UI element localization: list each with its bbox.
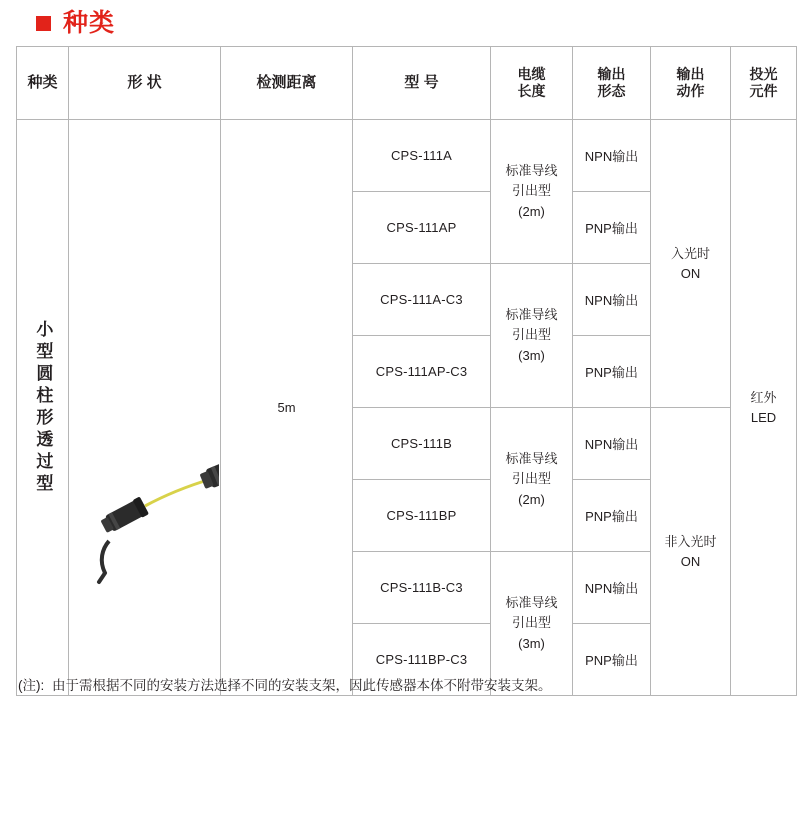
cell-kind	[17, 120, 69, 696]
output-action-line2: ON	[680, 553, 701, 569]
cell-cable-length	[491, 408, 573, 552]
table-body	[17, 120, 797, 696]
cable-length-line2: 引出型	[511, 183, 551, 199]
cable-length-line3: (2m)	[518, 491, 545, 507]
column-header-emitter	[731, 47, 797, 120]
sensor-illustration-icon	[69, 141, 219, 675]
column-header-distance: 检测距离	[221, 47, 353, 120]
column-header-cable-length-line1: 电缆	[517, 65, 546, 82]
cell-output-action	[651, 408, 731, 696]
column-header-output-action-line1: 输出	[676, 65, 705, 82]
cable-length-line3: (3m)	[518, 347, 545, 363]
cell-output-action	[651, 120, 731, 408]
cell-model: CPS-111BP	[353, 480, 491, 552]
cell-model: CPS-111A-C3	[353, 264, 491, 336]
column-header-output-form-line2: 形态	[597, 83, 626, 99]
cell-model: CPS-111B-C3	[353, 552, 491, 624]
output-action-line1: 非入光时	[664, 534, 717, 549]
emitter-line1: 红外	[750, 390, 777, 405]
cell-emitter	[731, 120, 797, 696]
column-header-cable-length	[491, 47, 573, 120]
column-header-cable-length-line2: 长度	[517, 83, 546, 99]
column-header-kind: 种类	[17, 47, 69, 120]
column-header-shape: 形 状	[69, 47, 221, 120]
cable-length-line2: 引出型	[511, 327, 551, 343]
cable-length-line2: 引出型	[511, 615, 551, 631]
column-header-emitter-line1: 投光	[749, 65, 778, 82]
output-action-line2: ON	[680, 265, 701, 281]
kind-label: 小型圆柱形透过型	[33, 319, 53, 496]
emitter-line2: LED	[750, 409, 777, 425]
cable-length-line1: 标准导线	[505, 163, 558, 179]
cell-cable-length	[491, 120, 573, 264]
cell-shape-photo	[69, 120, 221, 696]
column-header-output-form-line1: 输出	[597, 65, 626, 82]
table-header-row	[17, 47, 797, 120]
cell-detection-distance: 5m	[221, 120, 353, 696]
table-header	[17, 47, 797, 120]
cell-cable-length	[491, 264, 573, 408]
cell-model: CPS-111A	[353, 120, 491, 192]
cell-model: CPS-111B	[353, 408, 491, 480]
cell-model: CPS-111BP-C3	[353, 624, 491, 696]
red-square-bullet-icon	[36, 16, 51, 31]
cable-length-line1: 标准导线	[505, 307, 558, 323]
cable-length-line1: 标准导线	[505, 451, 558, 467]
column-header-emitter-line2: 元件	[749, 83, 778, 99]
product-table	[16, 46, 797, 696]
page-title-text: 种类	[63, 8, 116, 37]
cell-model: CPS-111AP-C3	[353, 336, 491, 408]
column-header-output-action	[651, 47, 731, 120]
column-header-output-action-line2: 动作	[676, 83, 705, 99]
cell-output-form: PNP输出	[573, 336, 651, 408]
footnote	[18, 674, 552, 694]
cable-length-line3: (3m)	[518, 635, 545, 651]
cell-output-form: NPN输出	[573, 552, 651, 624]
cell-model: CPS-111AP	[353, 192, 491, 264]
cable-length-line2: 引出型	[511, 471, 551, 487]
sensor-photo	[69, 141, 219, 675]
column-header-output-form	[573, 47, 651, 120]
column-header-model: 型 号	[353, 47, 491, 120]
cell-output-form: PNP输出	[573, 624, 651, 696]
cable-length-line1: 标准导线	[505, 595, 558, 611]
cell-output-form: NPN输出	[573, 264, 651, 336]
footnote-label: (注):	[18, 678, 45, 693]
cell-output-form: PNP输出	[573, 480, 651, 552]
table-row	[17, 120, 797, 192]
cell-output-form: NPN输出	[573, 408, 651, 480]
cable-length-line3: (2m)	[518, 203, 545, 219]
page-title	[0, 0, 802, 42]
cell-output-form: NPN输出	[573, 120, 651, 192]
cell-output-form: PNP输出	[573, 192, 651, 264]
footnote-text: 由于需根据不同的安装方法选择不同的安装支架，因此传感器本体不附带安装支架。	[52, 678, 552, 693]
output-action-line1: 入光时	[670, 246, 710, 261]
